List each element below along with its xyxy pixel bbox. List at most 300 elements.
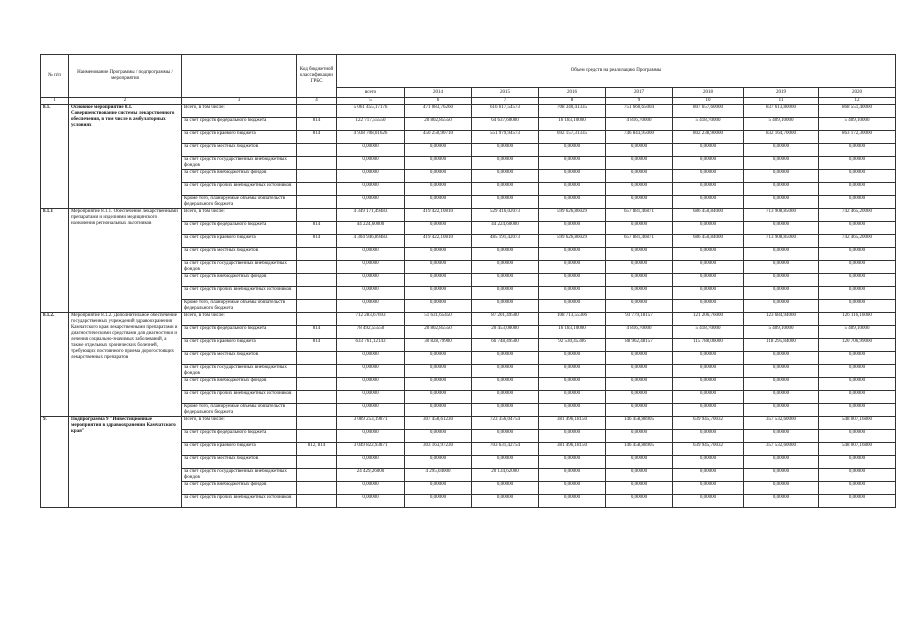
- amount-year: 0,00000: [744, 248, 819, 261]
- amount-year: 0,00000: [819, 495, 896, 508]
- amount-total: 0,00000: [337, 482, 405, 495]
- funding-source-label: за счет средств федерального бюджета: [182, 326, 297, 339]
- amount-year: 5 409,10000: [819, 118, 896, 131]
- amount-year: 0,00000: [606, 378, 673, 391]
- amount-year: 0,00000: [539, 157, 606, 170]
- grbs-code: 814: [297, 339, 337, 352]
- amount-year: 0,00000: [405, 378, 472, 391]
- funding-source-label: за счет средств местных бюджетов: [182, 248, 297, 261]
- grbs-code: [297, 365, 337, 378]
- amount-year: 0,00000: [472, 365, 539, 378]
- amount-year: 713 908,85000: [744, 209, 819, 222]
- amount-year: 0,00000: [819, 456, 896, 469]
- grbs-code: [297, 157, 337, 170]
- amount-year: 0,00000: [539, 300, 606, 313]
- amount-year: 0,00000: [673, 183, 744, 196]
- amount-year: 0,00000: [606, 300, 673, 313]
- funding-source-label: за счет средств прочих внебюджетных источников: [182, 495, 297, 508]
- amount-total: 4 304 946,89483: [337, 235, 405, 248]
- amount-year: 0,00000: [606, 274, 673, 287]
- funding-source-label: за счет средств местных бюджетов: [182, 352, 297, 365]
- amount-year: 0,00000: [819, 352, 896, 365]
- amount-year: 0,00000: [744, 274, 819, 287]
- amount-year: 16 183,10000: [539, 118, 606, 131]
- funding-source-label: за счет средств краевого бюджета: [182, 339, 297, 352]
- amount-year: 0,00000: [472, 430, 539, 443]
- grbs-code: [297, 430, 337, 443]
- item-name: Мероприятие 8.1.2. Дополнительное обеспечение государственных учреждений здравоохранения Камчатского края лекарственными препаратами и диагностическими средствами для диагностики и лечения социально-значимых заболеваний, а также отдельных хронических болезней, требующих постоянного приема дорогостоящих лекарственных препаратов: [69, 313, 182, 417]
- amount-year: 0,00000: [673, 222, 744, 235]
- amount-year: 686 450,84000: [673, 235, 744, 248]
- amount-year: 802 238,90000: [673, 131, 744, 144]
- amount-year: 0,00000: [744, 495, 819, 508]
- amount-year: 0,00000: [744, 365, 819, 378]
- amount-year: 0,00000: [539, 456, 606, 469]
- item-number: 8.1.1: [41, 209, 69, 313]
- amount-year: 0,00000: [673, 404, 744, 417]
- grbs-code: [297, 352, 337, 365]
- grbs-code: [297, 404, 337, 417]
- funding-source-label: за счет средств краевого бюджета: [182, 443, 297, 456]
- amount-year: 0,00000: [606, 391, 673, 404]
- amount-year: 0,00000: [472, 157, 539, 170]
- funding-source-label: за счет средств государственных внебюджетных фондов: [182, 261, 297, 274]
- amount-year: 20 802,85550: [405, 118, 472, 131]
- amount-year: 599 626,86029: [539, 235, 606, 248]
- amount-year: 0,00000: [472, 248, 539, 261]
- amount-year: 0,00000: [819, 170, 896, 183]
- grbs-code: [297, 196, 337, 209]
- amount-total: 0,00000: [337, 430, 405, 443]
- amount-year: 0,00000: [744, 378, 819, 391]
- amount-year: 20 453,00000: [472, 326, 539, 339]
- amount-year: 0,00000: [405, 170, 472, 183]
- amount-year: 0,00000: [673, 378, 744, 391]
- amount-year: 5 409,10000: [744, 118, 819, 131]
- amount-year: 0,00000: [472, 378, 539, 391]
- header-total-group: Объем средств на реализацию Программы: [337, 55, 896, 88]
- amount-year: 0,00000: [472, 456, 539, 469]
- amount-year: 0,00000: [472, 300, 539, 313]
- amount-year: 120 706,99000: [819, 339, 896, 352]
- amount-year: 551 979,94573: [472, 131, 539, 144]
- amount-year: 5 418,70000: [673, 118, 744, 131]
- amount-year: 0,00000: [673, 365, 744, 378]
- amount-year: 0,00000: [819, 365, 896, 378]
- amount-year: 471 083,76260: [405, 105, 472, 118]
- amount-year: 146 458,88905: [606, 443, 673, 456]
- amount-year: 0,00000: [606, 469, 673, 482]
- amount-year: 357 532,60000: [744, 417, 819, 430]
- column-number: 3: [182, 98, 297, 105]
- amount-year: 0,00000: [819, 261, 896, 274]
- amount-year: 0,00000: [405, 183, 472, 196]
- amount-year: 0,00000: [819, 248, 896, 261]
- amount-year: 0,00000: [405, 352, 472, 365]
- amount-year: 0,00000: [673, 157, 744, 170]
- amount-year: 0,00000: [472, 287, 539, 300]
- funding-source-label: за счет средств государственных внебюджетных фондов: [182, 157, 297, 170]
- amount-year: 0,00000: [472, 196, 539, 209]
- funding-source-label: за счет средств внебюджетных фондов: [182, 482, 297, 495]
- amount-total: 44 224,60000: [337, 222, 405, 235]
- amount-year: 0,00000: [472, 170, 539, 183]
- amount-year: 0,00000: [673, 352, 744, 365]
- amount-year: 0,00000: [744, 287, 819, 300]
- column-number: 5: [337, 98, 405, 105]
- amount-year: 419 422,10810: [405, 235, 472, 248]
- amount-year: 307 458,61230: [405, 417, 472, 430]
- header-year-2016: 2016: [539, 88, 606, 98]
- item-name: Подпрограмма 9 "Инвестиционные мероприятия в здравоохранении Камчатского края": [69, 417, 182, 508]
- amount-year: 88 962,48157: [606, 339, 673, 352]
- amount-year: 5 409,10000: [744, 326, 819, 339]
- item-name: Мероприятие 8.1.1. Обеспечение лекарственными препаратами и изделиями медицинского назначения региональных льготников: [69, 209, 182, 313]
- amount-total: 5 061 455,17176: [337, 105, 405, 118]
- amount-year: 0,00000: [539, 469, 606, 482]
- amount-year: 66 748,49500: [472, 339, 539, 352]
- amount-year: 0,00000: [606, 170, 673, 183]
- amount-year: 0,00000: [405, 482, 472, 495]
- amount-year: 0,00000: [606, 430, 673, 443]
- amount-year: 0,00000: [744, 430, 819, 443]
- amount-year: 0,00000: [673, 300, 744, 313]
- grbs-code: [297, 261, 337, 274]
- funding-source-label: за счет средств федерального бюджета: [182, 118, 297, 131]
- amount-year: 0,00000: [744, 183, 819, 196]
- amount-year: 0,00000: [405, 456, 472, 469]
- amount-total: 78 492,55550: [337, 326, 405, 339]
- header-name: Наименование Программы / подпрограммы / мероприятия: [69, 55, 182, 98]
- amount-year: 832 164,70000: [744, 131, 819, 144]
- amount-year: 0,00000: [673, 391, 744, 404]
- amount-year: 0,00000: [744, 196, 819, 209]
- grbs-code: [297, 391, 337, 404]
- column-number: 11: [744, 98, 819, 105]
- amount-year: 742 465,20000: [819, 235, 896, 248]
- column-number: 8: [539, 98, 606, 105]
- header-year-2019: 2019: [744, 88, 819, 98]
- amount-year: 0,00000: [606, 456, 673, 469]
- funding-source-label: за счет средств федерального бюджета: [182, 222, 297, 235]
- amount-year: 381 496,18150: [539, 417, 606, 430]
- amount-year: 0,00000: [606, 482, 673, 495]
- amount-year: 0,00000: [539, 248, 606, 261]
- funding-source-label: Всего, в том числе:: [182, 209, 297, 222]
- amount-year: 0,00000: [673, 261, 744, 274]
- amount-year: 0,00000: [472, 495, 539, 508]
- amount-year: 357 532,60000: [744, 443, 819, 456]
- amount-year: 0,00000: [744, 482, 819, 495]
- amount-year: 20 802,85550: [405, 326, 472, 339]
- grbs-code: 814: [297, 222, 337, 235]
- funding-source-label: за счет средств местных бюджетов: [182, 456, 297, 469]
- amount-year: 0,00000: [744, 170, 819, 183]
- amount-year: 657 881,46871: [606, 235, 673, 248]
- amount-year: 0,00000: [673, 287, 744, 300]
- amount-year: 0,00000: [819, 391, 896, 404]
- amount-year: 807 657,60000: [673, 105, 744, 118]
- column-number: 4: [297, 98, 337, 105]
- amount-total: 0,00000: [337, 352, 405, 365]
- funding-source-label: за счет средств государственных внебюджетных фондов: [182, 469, 297, 482]
- amount-year: 419 422,10810: [405, 209, 472, 222]
- header-num: № п/п: [41, 55, 69, 98]
- funding-source-label: за счет средств прочих внебюджетных источников: [182, 287, 297, 300]
- amount-year: 0,00000: [606, 248, 673, 261]
- amount-year: 0,00000: [673, 482, 744, 495]
- amount-year: 0,00000: [744, 157, 819, 170]
- amount-year: 0,00000: [744, 300, 819, 313]
- amount-year: 0,00000: [819, 196, 896, 209]
- amount-year: 863 172,30000: [819, 131, 896, 144]
- amount-year: 0,00000: [472, 144, 539, 157]
- amount-year: 0,00000: [539, 352, 606, 365]
- amount-year: 0,00000: [744, 261, 819, 274]
- table-row: [41, 105, 896, 118]
- amount-total: 0,00000: [337, 261, 405, 274]
- amount-year: 616 617,54573: [472, 105, 539, 118]
- funding-source-label: за счет средств внебюджетных фондов: [182, 378, 297, 391]
- amount-year: 0,00000: [819, 482, 896, 495]
- amount-year: 0,00000: [673, 469, 744, 482]
- amount-year: 0,00000: [405, 495, 472, 508]
- column-number: 9: [606, 98, 673, 105]
- amount-year: 0,00000: [606, 183, 673, 196]
- amount-year: 0,00000: [673, 430, 744, 443]
- amount-year: 837 613,80000: [744, 105, 819, 118]
- grbs-code: [297, 287, 337, 300]
- header-source: [182, 55, 297, 98]
- amount-year: 303 163,97230: [405, 443, 472, 456]
- amount-year: 0,00000: [673, 144, 744, 157]
- amount-total: 0,00000: [337, 157, 405, 170]
- funding-source-label: Всего, в том числе:: [182, 313, 297, 326]
- amount-year: 51 631,65450: [405, 313, 472, 326]
- amount-year: 0,00000: [819, 378, 896, 391]
- amount-year: 0,00000: [606, 365, 673, 378]
- amount-year: 0,00000: [539, 170, 606, 183]
- grbs-code: 814: [297, 131, 337, 144]
- amount-year: 0,00000: [405, 274, 472, 287]
- grbs-code: [297, 105, 337, 118]
- amount-year: 115 788,06000: [673, 339, 744, 352]
- amount-total: 3 089 253,19871: [337, 417, 405, 430]
- amount-year: 92 530,45306: [539, 339, 606, 352]
- amount-year: 4 816,70000: [606, 326, 673, 339]
- funding-source-label: Всего, в том числе:: [182, 105, 297, 118]
- amount-year: 746 843,95000: [606, 131, 673, 144]
- amount-year: 0,00000: [539, 287, 606, 300]
- funding-source-label: за счет средств федерального бюджета: [182, 430, 297, 443]
- amount-year: 93 779,18157: [606, 313, 673, 326]
- funding-source-label: за счет средств государственных внебюджетных фондов: [182, 365, 297, 378]
- funding-source-label: Всего, в том числе:: [182, 417, 297, 430]
- grbs-code: [297, 495, 337, 508]
- amount-year: 0,00000: [606, 261, 673, 274]
- amount-year: 0,00000: [405, 222, 472, 235]
- header-year-2017: 2017: [606, 88, 673, 98]
- amount-total: 633 761,12143: [337, 339, 405, 352]
- amount-year: 0,00000: [539, 183, 606, 196]
- amount-year: 64 637,60000: [472, 118, 539, 131]
- amount-year: 0,00000: [405, 261, 472, 274]
- amount-year: 0,00000: [539, 261, 606, 274]
- grbs-code: [297, 469, 337, 482]
- amount-year: 0,00000: [405, 144, 472, 157]
- funding-source-label: Кроме того, планируемые объемы обязательств федерального бюджета: [182, 404, 297, 417]
- amount-year: 4 816,70000: [606, 118, 673, 131]
- amount-year: 548 007,16800: [819, 443, 896, 456]
- amount-year: 0,00000: [819, 404, 896, 417]
- amount-year: 0,00000: [606, 196, 673, 209]
- grbs-code: [297, 170, 337, 183]
- amount-total: 0,00000: [337, 456, 405, 469]
- amount-year: 0,00000: [405, 391, 472, 404]
- amount-year: 0,00000: [744, 456, 819, 469]
- amount-year: 703 631,42754: [472, 443, 539, 456]
- amount-year: 20 134,62000: [472, 469, 539, 482]
- amount-year: 708 340,41335: [539, 105, 606, 118]
- amount-year: 0,00000: [405, 300, 472, 313]
- amount-year: 0,00000: [819, 144, 896, 157]
- amount-year: 0,00000: [673, 274, 744, 287]
- amount-year: 0,00000: [819, 430, 896, 443]
- amount-year: 0,00000: [472, 274, 539, 287]
- amount-year: 0,00000: [539, 430, 606, 443]
- amount-year: 0,00000: [673, 170, 744, 183]
- amount-year: 123 684,94000: [744, 313, 819, 326]
- amount-year: 639 945,70032: [673, 417, 744, 430]
- header-year-2015: 2015: [472, 88, 539, 98]
- amount-year: 639 945,70032: [673, 443, 744, 456]
- funding-source-label: за счет средств местных бюджетов: [182, 144, 297, 157]
- amount-year: 0,00000: [744, 391, 819, 404]
- amount-total: 0,00000: [337, 144, 405, 157]
- item-number: 8.1.2.: [41, 313, 69, 417]
- grbs-code: 814: [297, 118, 337, 131]
- amount-year: 0,00000: [405, 157, 472, 170]
- amount-year: 126 116,16000: [819, 313, 896, 326]
- item-name: Основное мероприятие 8.1. Совершенствование системы лекарственного обеспечения, в том числе в амбулаторных условиях: [69, 105, 182, 209]
- column-number: 6: [405, 98, 472, 105]
- amount-year: 686 450,84000: [673, 209, 744, 222]
- amount-year: 0,00000: [606, 144, 673, 157]
- amount-year: 599 626,86029: [539, 209, 606, 222]
- grbs-code: [297, 209, 337, 222]
- amount-year: 0,00000: [819, 274, 896, 287]
- grbs-code: 814: [297, 235, 337, 248]
- funding-source-label: за счет средств краевого бюджета: [182, 235, 297, 248]
- amount-year: 118 295,84000: [744, 339, 819, 352]
- header-grbs-code: Код бюджетной классификации ГРБС: [297, 55, 337, 98]
- amount-total: 0,00000: [337, 274, 405, 287]
- amount-total: 0,00000: [337, 378, 405, 391]
- grbs-code: [297, 300, 337, 313]
- amount-year: 0,00000: [819, 157, 896, 170]
- grbs-code: [297, 378, 337, 391]
- amount-year: 0,00000: [539, 391, 606, 404]
- amount-year: 0,00000: [539, 365, 606, 378]
- amount-year: 0,00000: [472, 482, 539, 495]
- amount-year: 0,00000: [744, 352, 819, 365]
- amount-year: 529 416,02073: [472, 209, 539, 222]
- amount-year: 0,00000: [673, 495, 744, 508]
- funding-source-label: Кроме того, планируемые объемы обязательств федерального бюджета: [182, 300, 297, 313]
- amount-year: 0,00000: [606, 404, 673, 417]
- funding-source-label: за счет средств прочих внебюджетных источников: [182, 391, 297, 404]
- amount-total: 0,00000: [337, 495, 405, 508]
- funding-source-label: за счет средств краевого бюджета: [182, 131, 297, 144]
- amount-year: 751 660,65004: [606, 105, 673, 118]
- amount-year: 108 713,55306: [539, 313, 606, 326]
- amount-year: 0,00000: [819, 222, 896, 235]
- amount-total: 712 283,67693: [337, 313, 405, 326]
- amount-total: 0,00000: [337, 196, 405, 209]
- amount-year: 0,00000: [539, 378, 606, 391]
- amount-year: 5 409,10000: [819, 326, 896, 339]
- document-sheet: [40, 54, 875, 508]
- amount-year: 0,00000: [539, 196, 606, 209]
- amount-year: 450 250,90710: [405, 131, 472, 144]
- amount-year: 0,00000: [819, 300, 896, 313]
- amount-year: 87 201,49500: [472, 313, 539, 326]
- amount-year: 0,00000: [673, 248, 744, 261]
- amount-year: 0,00000: [405, 248, 472, 261]
- amount-year: 16 183,10000: [539, 326, 606, 339]
- amount-year: 0,00000: [472, 391, 539, 404]
- grbs-code: 814: [297, 326, 337, 339]
- grbs-code: [297, 274, 337, 287]
- amount-year: 0,00000: [819, 183, 896, 196]
- column-number: 2: [69, 98, 182, 105]
- amount-year: 723 356,04754: [472, 417, 539, 430]
- column-number: 10: [673, 98, 744, 105]
- amount-year: 0,00000: [744, 469, 819, 482]
- amount-total: 24 429,26000: [337, 469, 405, 482]
- amount-year: 0,00000: [539, 274, 606, 287]
- header-year-2020: 2020: [819, 88, 896, 98]
- amount-year: 692 157,31335: [539, 131, 606, 144]
- table-row: [41, 209, 896, 222]
- funding-source-label: за счет средств прочих внебюджетных источников: [182, 183, 297, 196]
- amount-year: 0,00000: [606, 222, 673, 235]
- amount-year: 742 465,20000: [819, 209, 896, 222]
- amount-year: 0,00000: [606, 495, 673, 508]
- amount-year: 0,00000: [539, 144, 606, 157]
- funding-source-label: за счет средств внебюджетных фондов: [182, 274, 297, 287]
- amount-year: 0,00000: [472, 183, 539, 196]
- amount-year: 0,00000: [405, 196, 472, 209]
- amount-total: 0,00000: [337, 300, 405, 313]
- table-row: [41, 417, 896, 430]
- grbs-code: [297, 144, 337, 157]
- amount-year: 0,00000: [606, 352, 673, 365]
- amount-year: 0,00000: [673, 456, 744, 469]
- amount-total: 0,00000: [337, 287, 405, 300]
- header-year-2018: 2018: [673, 88, 744, 98]
- amount-year: 0,00000: [539, 404, 606, 417]
- amount-total: 4 938 708,01626: [337, 131, 405, 144]
- amount-year: 713 908,85000: [744, 235, 819, 248]
- amount-year: 0,00000: [405, 365, 472, 378]
- amount-total: 4 349 171,49483: [337, 209, 405, 222]
- amount-year: 381 496,18150: [539, 443, 606, 456]
- amount-year: 0,00000: [472, 404, 539, 417]
- grbs-code: [297, 482, 337, 495]
- amount-total: 122 717,55550: [337, 118, 405, 131]
- grbs-code: [297, 183, 337, 196]
